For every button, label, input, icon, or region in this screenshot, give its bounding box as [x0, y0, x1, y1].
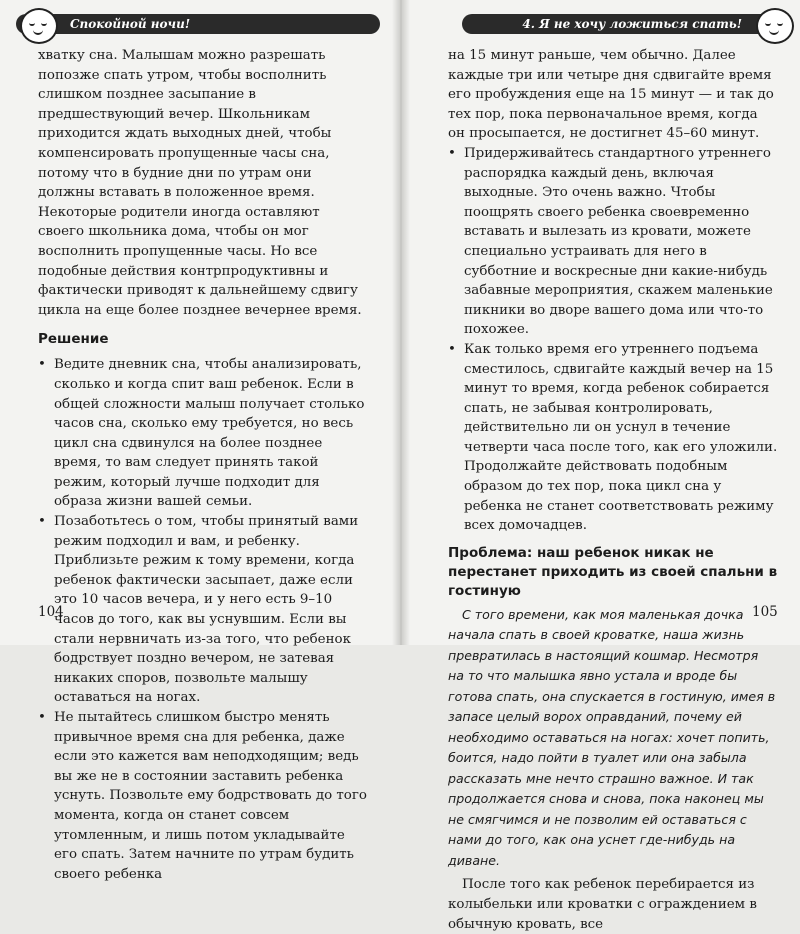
- left-text-column: [38, 46, 368, 884]
- intro-paragraph: хватку сна. Малышам можно разрешать попозже спать утром, чтобы восполнить слишком позднее засыпание в предшествующий вечер. Школьникам приходится ждать выходных дней, чтобы компенсировать пропущенные часы сна, потому что в будние дни по утрам они должны вставать в положенное время. Некоторые родители иногда оставляют своего школьника дома, чтобы он мог восполнить пропущенные часы. Но все подобные действия контрпродуктивны и фактически приводят к дальнейшему сдвигу цикла на еще более позднее вечернее время.: [38, 48, 362, 318]
- page-number: 105: [752, 604, 778, 620]
- intro-paragraph: на 15 минут раньше, чем обычно. Далее каждые три или четыре дня сдвигайте время его пробуждения еще на 15 минут — и так до тех пор, пока первоначальное время, когда он просыпается, не достигнет 45–60 минут.: [448, 48, 774, 142]
- list-item: • Придерживайтесь стандартного утреннего распорядка каждый день, включая выходные. Это очень важно. Чтобы поощрять своего ребенка своевременно вставать и вылезать из кровати, можете специально устраивать для него в субботние и воскресные дни какие-нибудь забавные мероприятия, скажем маленькие пикники во дворе вашего дома или что-то похожее.: [448, 144, 778, 340]
- page-number: 104: [38, 604, 64, 620]
- quote-paragraph: С того времени, как моя маленькая дочка начала спать в своей кроватке, наша жизнь превратилась в настоящий кошмар. Несмотря на то что малышка явно устала и вроде бы готова спать, она спускается в гостиную, имея в запасе целый ворох оправданий, почему ей необходимо оставаться на ногах: хочет попить, боится, надо пойти в туалет или она забыла рассказать мне нечто страшно важное. И так продолжается снова и снова, пока наконец мы не смягчимся и не позволим ей оставаться с нами до того, как она уснет где-нибудь на диване.: [448, 606, 776, 868]
- sleeping-face-icon: [20, 8, 58, 44]
- list-item: • Позаботьтесь о том, чтобы принятый вами режим подходил и вам, и ребенку. Приблизьте режим к тому времени, когда ребенок фактически засыпает, даже если это 10 часов вечера, и у него есть 9–10 часов до того, как вы уснувшим. Если вы стали нервничать из-за того, что ребенок бодрствует поздно вечером, не затевая никаких споров, позвольте малышу оставаться на ногах.: [38, 512, 368, 708]
- body-paragraph: После того как ребенок перебирается из колыбельки или кроватки с ограждением в обычную кровать, все: [448, 877, 757, 932]
- book-gutter: [392, 0, 410, 645]
- section-heading: Решение: [38, 331, 109, 348]
- section-heading: Проблема: наш ребенок никак не перестанет приходить из своей спальни в гостиную: [448, 544, 778, 599]
- right-text-column: [448, 46, 778, 934]
- running-header-right: 4. Я не хочу ложиться спать!: [462, 14, 784, 34]
- list-item: • Не пытайтесь слишком быстро менять привычное время сна для ребенка, даже если это кажется вам неподходящим; ведь вы же не в состоянии заставить ребенка уснуть. Позвольте ему бодрствовать до того момента, когда он станет совсем утомленным, и лишь потом укладывайте его спать. Затем начните по утрам будить своего ребенка: [38, 708, 368, 884]
- list-item: • Как только время его утреннего подъема сместилось, сдвигайте каждый вечер на 15 минут то время, когда ребенок собирается спать, не забывая контролировать, действительно ли он уснул в течение четверти часа после того, как его уложили. Продолжайте действовать подобным образом до тех пор, пока цикл сна у ребенка не станет соответствовать режиму всех домочадцев.: [448, 340, 778, 536]
- list-item: • Ведите дневник сна, чтобы анализировать, сколько и когда спит ваш ребенок. Если в общей сложности малыш получает столько часов сна, сколько ему требуется, но весь цикл сна сдвинулся на более позднее время, то вам следует принять такой режим, который лучше подходит для образа жизни вашей семьи.: [38, 355, 368, 512]
- sleeping-face-icon: [756, 8, 794, 44]
- left-page: [0, 0, 400, 882]
- running-header-left: Спокойной ночи!: [16, 14, 380, 34]
